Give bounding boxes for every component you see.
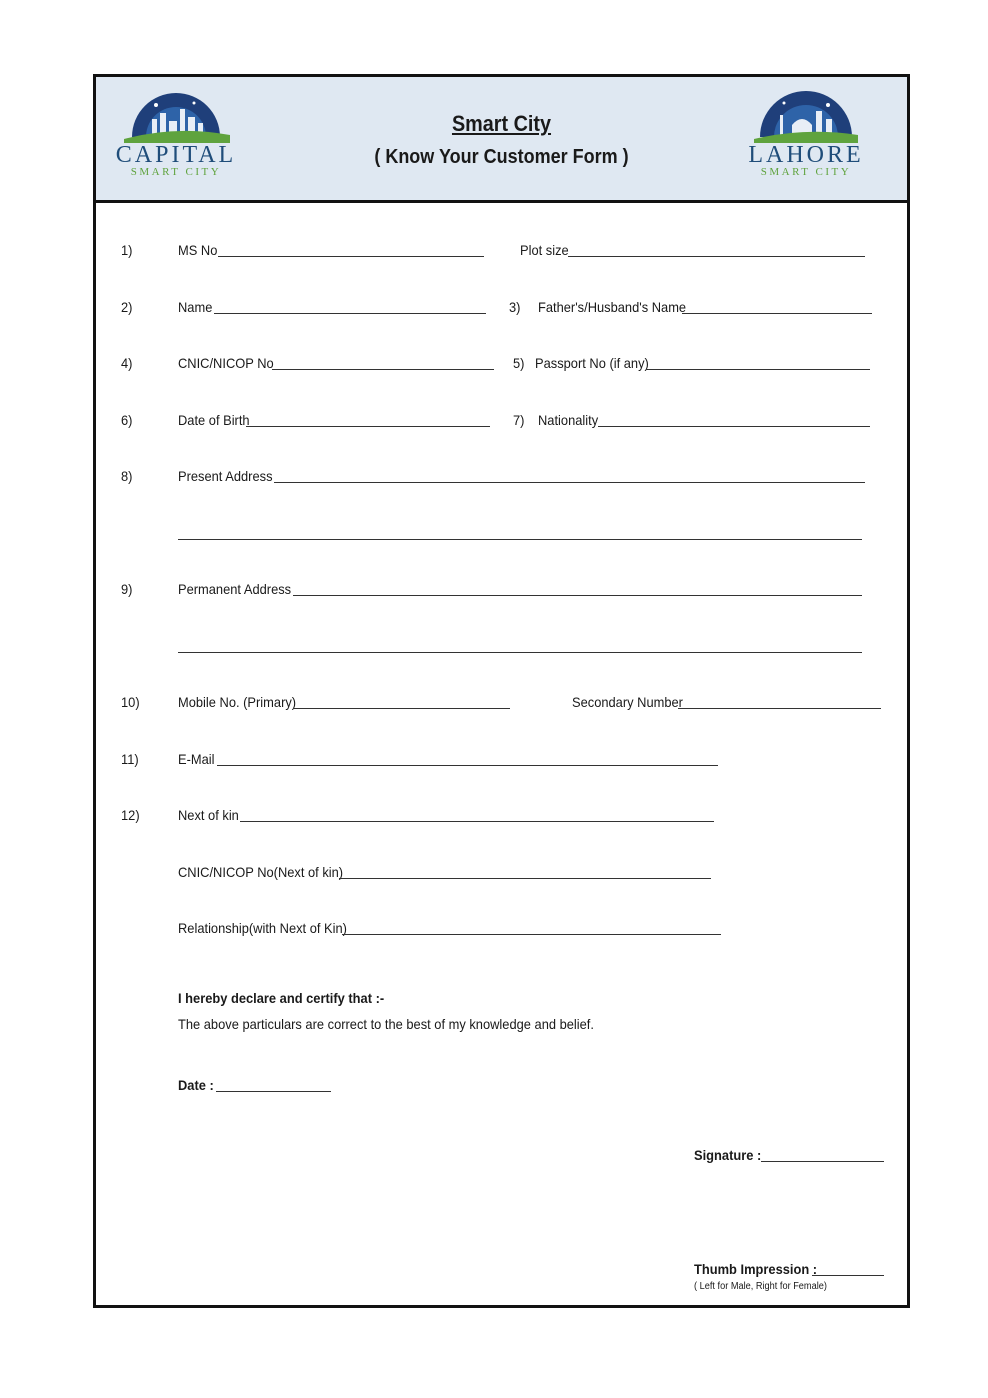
field-number: 1) (121, 242, 133, 258)
date-field[interactable] (216, 1091, 331, 1092)
kyc-form (93, 74, 910, 1308)
ms-no-label: MS No (178, 242, 218, 258)
father-husband-name-label: Father's/Husband's Name (538, 299, 687, 315)
mobile-primary-label: Mobile No. (Primary) (178, 694, 297, 710)
capital-logo-name: CAPITAL (115, 142, 237, 168)
dob-field[interactable] (246, 426, 490, 427)
mobile-primary-field[interactable] (293, 708, 510, 709)
form-header (96, 77, 907, 203)
permanent-address-field[interactable] (293, 595, 862, 596)
ms-no-field[interactable] (218, 256, 484, 257)
field-number: 12) (121, 807, 140, 823)
kin-relationship-field[interactable] (342, 934, 721, 935)
cnic-label: CNIC/NICOP No (178, 355, 274, 371)
signature-label: Signature : (694, 1147, 762, 1163)
present-address-field[interactable] (274, 482, 865, 483)
permanent-address-label: Permanent Address (178, 581, 292, 597)
kin-cnic-label: CNIC/NICOP No(Next of kin) (178, 864, 344, 880)
cnic-field[interactable] (272, 369, 494, 370)
secondary-number-field[interactable] (678, 708, 881, 709)
field-number: 2) (121, 299, 133, 315)
email-label: E-Mail (178, 751, 215, 767)
form-title-text: Smart City (451, 111, 552, 136)
field-number: 8) (121, 468, 133, 484)
lahore-logo-tagline: SMART CITY (760, 166, 852, 178)
nationality-field[interactable] (598, 426, 870, 427)
field-number: 4) (121, 355, 133, 371)
passport-field[interactable] (646, 369, 870, 370)
thumb-impression-label: Thumb Impression : (694, 1261, 818, 1277)
next-of-kin-label: Next of kin (178, 807, 239, 823)
capital-smart-city-logo (106, 91, 246, 183)
field-number: 7) (513, 412, 525, 428)
lahore-logo-name: LAHORE (748, 142, 864, 168)
date-label: Date : (178, 1077, 214, 1093)
field-number: 5) (513, 355, 525, 371)
thumb-impression-note: ( Left for Male, Right for Female) (694, 1281, 827, 1292)
field-number: 10) (121, 694, 140, 710)
lahore-skyline-icon (736, 91, 876, 143)
name-label: Name (178, 299, 213, 315)
field-number: 6) (121, 412, 133, 428)
declaration-heading: I hereby declare and certify that :- (178, 990, 385, 1006)
passport-label: Passport No (if any) (535, 355, 649, 371)
declaration-text: The above particulars are correct to the best of my knowledge and belief. (178, 1016, 594, 1032)
plot-size-field[interactable] (568, 256, 865, 257)
email-field[interactable] (217, 765, 718, 766)
secondary-number-label: Secondary Number (572, 694, 683, 710)
nationality-label: Nationality (538, 412, 599, 428)
name-field[interactable] (214, 313, 486, 314)
present-address-label: Present Address (178, 468, 273, 484)
signature-field[interactable] (761, 1161, 884, 1162)
father-husband-name-field[interactable] (682, 313, 872, 314)
field-number: 11) (121, 751, 139, 767)
form-subtitle: ( Know Your Customer Form ) (374, 146, 629, 168)
thumb-impression-field[interactable] (812, 1275, 884, 1276)
capital-logo-tagline: SMART CITY (130, 166, 222, 178)
kin-cnic-field[interactable] (339, 878, 711, 879)
dob-label: Date of Birth (178, 412, 250, 428)
present-address-field-line-2[interactable] (178, 539, 862, 540)
next-of-kin-field[interactable] (240, 821, 714, 822)
lahore-smart-city-logo (736, 91, 876, 183)
permanent-address-field-line-2[interactable] (178, 652, 862, 653)
kin-relationship-label: Relationship(with Next of Kin) (178, 920, 347, 936)
plot-size-label: Plot size (520, 242, 569, 258)
field-number: 9) (121, 581, 133, 597)
field-number: 3) (509, 299, 521, 315)
